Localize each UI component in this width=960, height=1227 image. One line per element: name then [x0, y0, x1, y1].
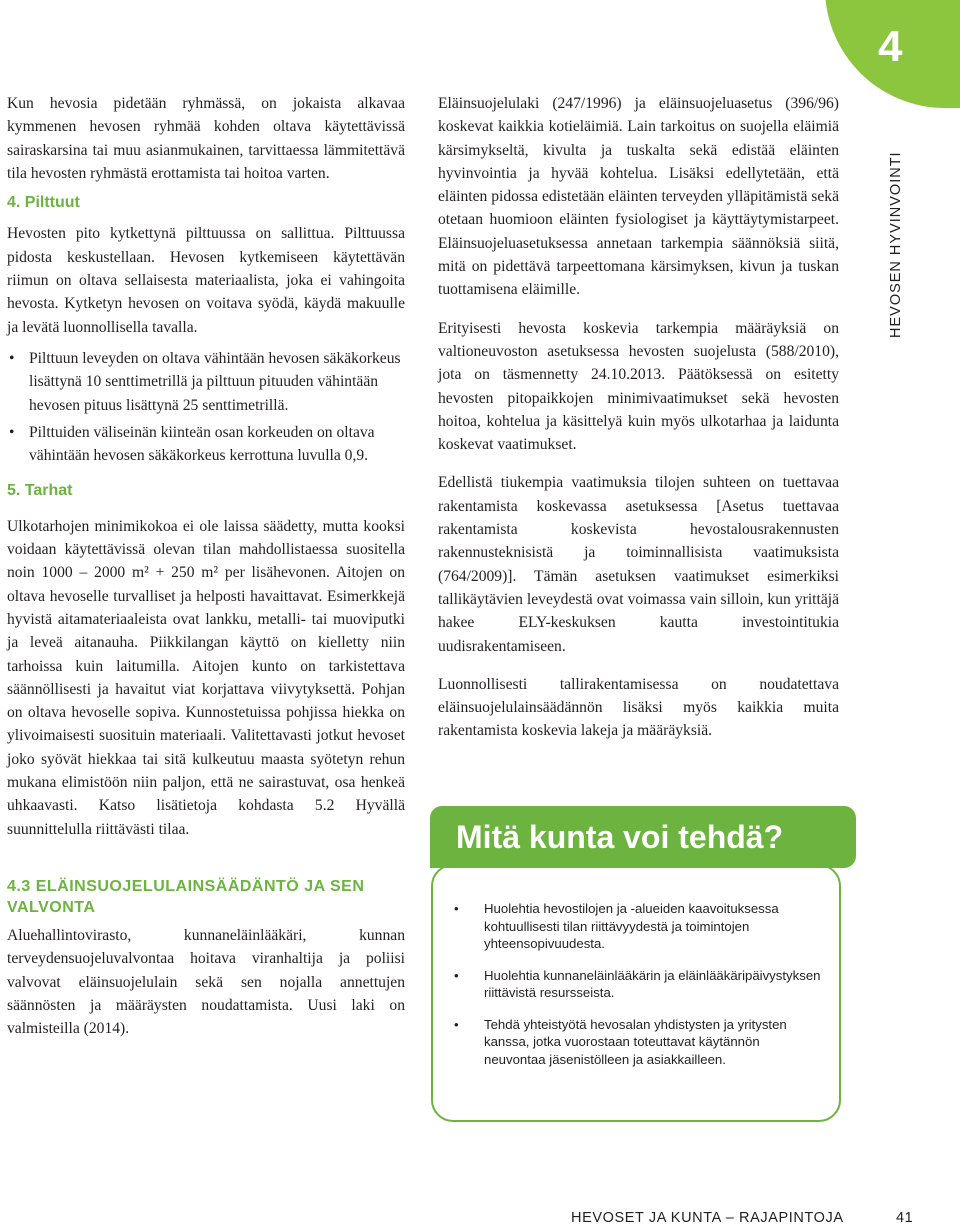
construction-paragraph: Luonnollisesti tallirakentamisessa on noudatettava eläinsuojelulainsäädännön lisäksi myös kaikkia muita rakentamista koskevia lakeja ja määräyksiä. — [438, 675, 839, 740]
chapter-number: 4 — [878, 22, 903, 71]
list-item: • Tehdä yhteistyötä hevosalan yhdistysten ja yritysten kanssa, jotka vuorostaan toteuttavat käytännön neuvontaa jäsenistölleen ja asiakkailleen. — [452, 1016, 822, 1069]
info-box-title: Mitä kunta voi tehdä? — [430, 806, 856, 868]
list-item: • Huolehtia kunnaneläinlääkärin ja eläinlääkäripäivystyksen riittävistä resursseista. — [452, 967, 822, 1002]
pilttuut-paragraph: Hevosten pito kytkettynä pilttuussa on sallittua. Pilttuussa pidosta keskustellaan. Hevosen kytkemiseen käytettävän riimun on oltava sellaisesta materiaalista, joka ei vahingoita hevosta. Kytketyn hevosen on voitava syödä, käydä makuulle ja levätä luonnollisella tavalla. — [7, 225, 405, 336]
heading-pilttuut: 4. Pilttuut — [7, 194, 80, 212]
valvonta-paragraph: Aluehallintovirasto, kunnaneläinlääkäri, kunnan terveydensuojeluvalvontaa hoitava viranhaltija ja poliisi valvovat eläinsuojelulain sekä sen nojalla annettujen säännösten ja määräysten noudattamista. Uusi laki on valmisteilla (2014). — [7, 926, 405, 1038]
list-item: • Huolehtia hevostilojen ja -alueiden kaavoituksessa kohtuullisesti tilan riittävyydestä ja toimintojen yhteensopivuudesta. — [452, 900, 822, 953]
regulation-paragraph: Erityisesti hevosta koskevia tarkempia määräyksiä on valtioneuvoston asetuksessa hevosten suojelusta (588/2010), jota on täsmennetty 24.10.2013. Päätöksessä on esitetty hevosten pitopaikkojen minimivaatimukset sekä hevosten hoitoa, kohtelua ja käsittelyä kuin myös ulkotarhaa ja laidunta koskevat vaatimukset. — [438, 319, 839, 454]
pilttuut-bullet-list — [7, 347, 405, 467]
heading-section-4-3: 4.3 ELÄINSUOJELULAINSÄÄDÄNTÖ JA SEN VALVONTA — [7, 877, 365, 916]
footer-title: HEVOSET JA KUNTA – RAJAPINTOJA — [571, 1210, 844, 1226]
side-section-label: HEVOSEN HYVINVOINTI — [888, 151, 904, 338]
left-column — [7, 92, 405, 1040]
heading-tarhat: 5. Tarhat — [7, 482, 73, 500]
info-box-list — [452, 900, 822, 1068]
laws-paragraph: Eläinsuojelulaki (247/1996) ja eläinsuojeluasetus (396/96) koskevat kaikkia kotieläimiä. Lain tarkoitus on suojella eläimiä kärsimykseltä, kivulta ja tuskalta sekä edistää eläinten hyvinvointia ja hyvää kohtelua. Lisäksi edellytetään, että eläinten pidossa edistetään eläinten terveyden ylläpitämistä sekä otetaan huomioon eläinten fysiologiset ja käyttäytymistarpeet. Eläinsuojeluasetuksessa annetaan tarkempia säännöksiä siitä, mitä on pidettävä tarpeettomana kärsimyksen, kivun ja tuskan tuottamisena eläimille. — [438, 95, 839, 299]
support-paragraph: Edellistä tiukempia vaatimuksia tilojen suhteen on tuettavaa rakentamista koskevassa asetuksessa [Asetus tuettavaa rakentamista koskevista hevostalousrakennusten rakennusteknisistä ja toiminnallisista vaatimuksista (764/2009)]. Tämän asetuksen vaatimukset esimerkiksi tallikäytävien leveydestä ovat voimassa vain silloin, kun yrittäjä hakee ELY-keskuksen kautta investointitukia uudisrakentamiseen. — [438, 474, 839, 655]
list-item: • Pilttuiden väliseinän kiinteän osan korkeuden on oltava vähintään hevosen säkäkorkeus kerrottuna luvulla 0,9. — [7, 421, 405, 468]
page-number: 41 — [896, 1210, 914, 1226]
tarhat-paragraph: Ulkotarhojen minimikokoa ei ole laissa säädetty, mutta kooksi voidaan käytettävissä olevan tilan mahdollistaessa suositella noin 1000 – 2000 m² + 250 m² per lisähevonen. Aitojen on oltava hevoselle turvalliset ja helposti havaittavat. Esimerkkejä hyvistä aitamateriaaleista ovat lankku, metalli- tai muoviputki ja leveä aitanauha. Piikkilangan käyttö on kielletty niin tarhoissa kuin laitumilla. Aitojen kunto on tarkistettava säännöllisesti ja havaitut viat korjattava viivytyksettä. Pohjan on oltava hevoselle sopiva. Kunnostetuissa pohjissa hiekka on ylivoimaisesti suosituin materiaali. Valitettavasti jotkut hevoset joko syövät hiekkaa tai sitä kulkeutuu maasta syötetyn rehun mukana elimistöön niin paljon, että ne sairastuvat, osa henkeä uhkaavasti. Katso lisätietoja kohdasta 5.2 Hyvällä suunnittelulla riittävästi tilaa. — [7, 517, 405, 838]
list-item: • Pilttuun leveyden on oltava vähintään hevosen säkäkorkeus lisättynä 10 senttimetrillä ja pilttuun pituuden vähintään hevosen pituus lisättynä 25 senttimetrillä. — [7, 347, 405, 417]
intro-paragraph: Kun hevosia pidetään ryhmässä, on jokaista alkavaa kymmenen hevosen ryhmää kohden oltava käytettävissä sairaskarsina tai muu asianmukainen, tarvittaessa lämmitettävä tila hevosten ryhmästä erottamista tai hoitoa varten. — [7, 95, 405, 182]
right-column — [438, 92, 839, 743]
